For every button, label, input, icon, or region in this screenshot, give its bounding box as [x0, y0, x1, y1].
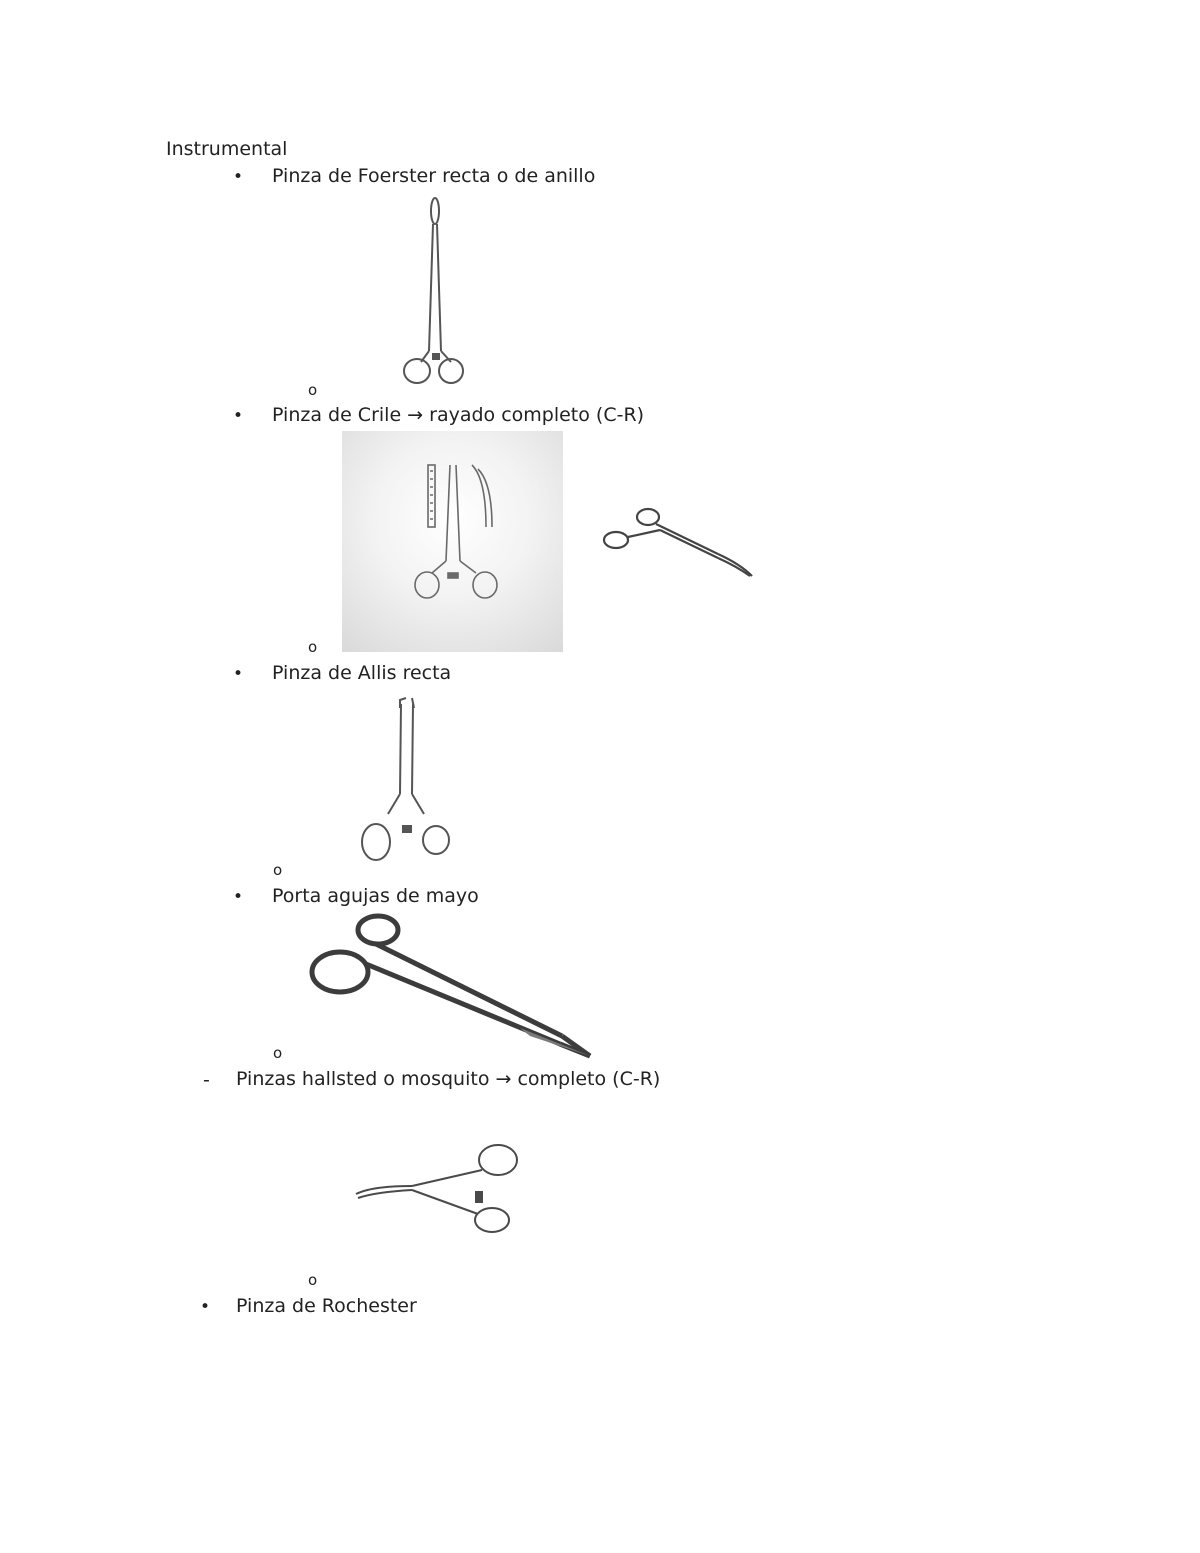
sub-marker: o: [308, 638, 318, 656]
ring-forceps-icon: [397, 196, 477, 391]
crile-forceps-icon: [342, 431, 563, 652]
list-item-allis: Pinza de Allis recta: [272, 662, 452, 684]
sub-marker: o: [273, 1044, 283, 1062]
mosquito-forceps-icon: [352, 1142, 522, 1237]
dash-marker: -: [203, 1069, 210, 1091]
needle-holder-icon: [300, 912, 600, 1062]
allis-forceps-icon: [356, 694, 456, 864]
list-item-needle-holder: Porta agujas de mayo: [272, 885, 479, 907]
bullet-marker: •: [233, 887, 244, 907]
list-item-crile: Pinza de Crile → rayado completo (C-R): [272, 404, 645, 426]
bullet-marker: •: [233, 406, 244, 426]
sub-marker: o: [308, 381, 318, 399]
document-heading: Instrumental: [166, 138, 288, 160]
list-item-foerster: Pinza de Foerster recta o de anillo: [272, 165, 596, 187]
list-item-mosquito: Pinzas hallsted o mosquito → completo (C-R): [236, 1068, 661, 1090]
bullet-marker: •: [200, 1297, 211, 1317]
bullet-marker: •: [233, 167, 244, 187]
curved-crile-forceps-icon: [600, 504, 760, 584]
bullet-marker: •: [233, 664, 244, 684]
list-item-rochester: Pinza de Rochester: [236, 1295, 417, 1317]
sub-marker: o: [273, 861, 283, 879]
sub-marker: o: [308, 1271, 318, 1289]
